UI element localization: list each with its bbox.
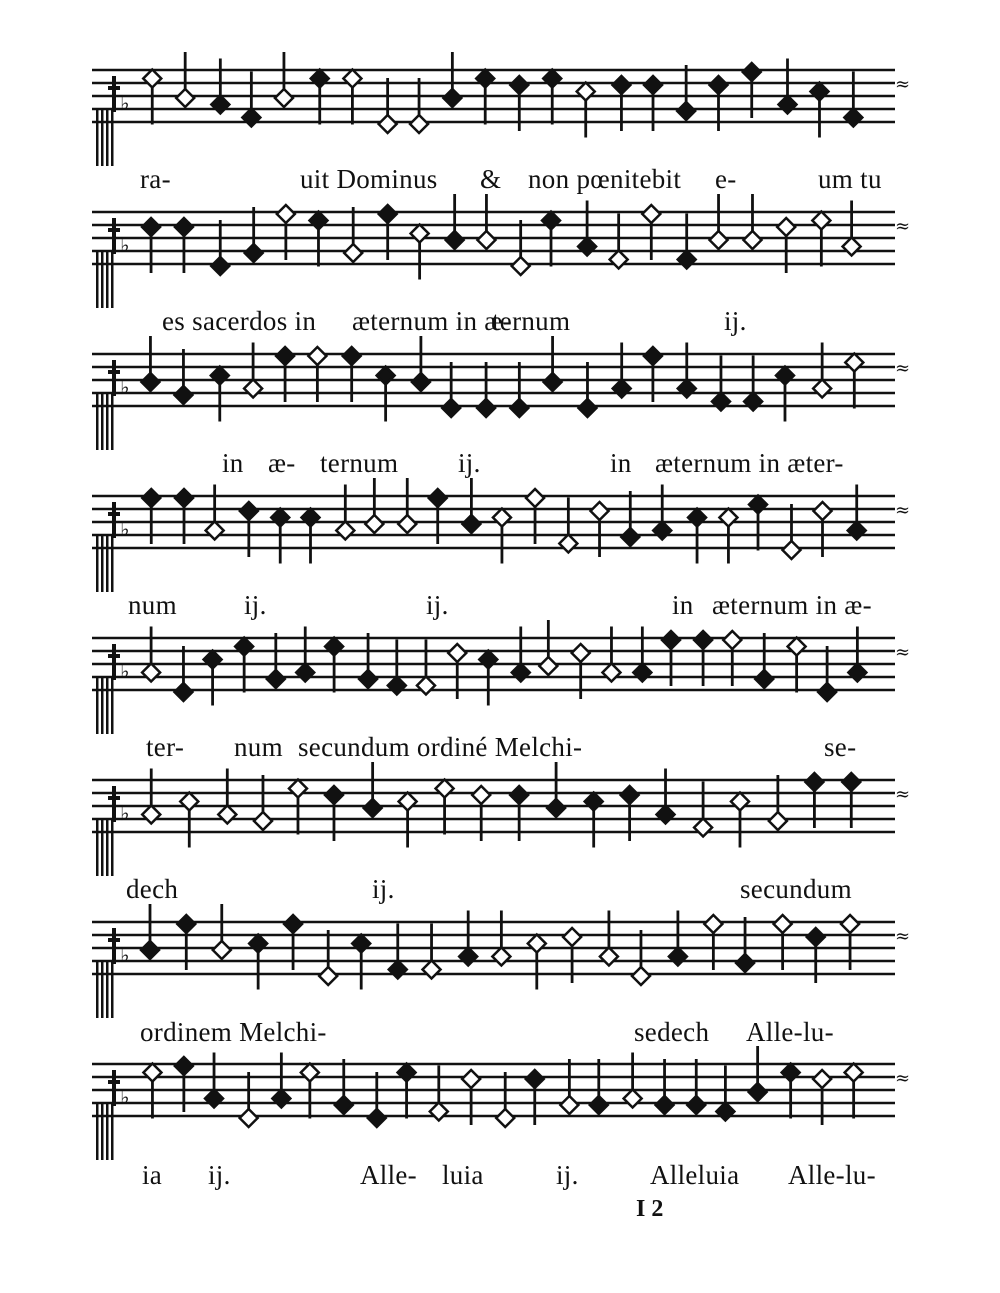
minim-note-icon <box>398 515 416 533</box>
c-clef-icon <box>108 796 120 800</box>
semiminim-note-icon <box>175 489 193 507</box>
semiminim-note-icon <box>662 631 680 649</box>
minim-note-icon <box>462 1070 480 1088</box>
semiminim-note-icon <box>657 806 675 824</box>
semiminim-note-icon <box>379 205 397 223</box>
semiminim-note-icon <box>175 1057 193 1075</box>
staff-ornament <box>101 1104 104 1160</box>
lyric-syllable: secundum ordiné Melchi- <box>298 732 583 762</box>
minim-note-icon <box>213 941 231 959</box>
minim-note-icon <box>399 793 417 811</box>
semiminim-note-icon <box>844 109 862 127</box>
minim-note-icon <box>343 70 361 88</box>
minim-note-icon <box>841 915 859 933</box>
semiminim-note-icon <box>578 238 596 256</box>
semiminim-note-icon <box>842 773 860 791</box>
lyric-line-6 <box>0 874 1000 908</box>
minim-note-icon <box>602 664 620 682</box>
semiminim-note-icon <box>755 670 773 688</box>
lyric-syllable: ia <box>142 1160 163 1190</box>
semiminim-note-icon <box>510 399 528 417</box>
semiminim-note-icon <box>590 1096 608 1114</box>
staff-ornament <box>101 252 104 308</box>
semiminim-note-icon <box>398 1064 416 1082</box>
lyric-syllable: luia <box>442 1160 484 1190</box>
minim-note-icon <box>743 231 761 249</box>
staff-ornament <box>106 962 109 1018</box>
semiminim-note-icon <box>211 367 229 385</box>
minim-note-icon <box>572 644 590 662</box>
c-clef-icon <box>112 644 116 680</box>
semiminim-note-icon <box>749 496 767 514</box>
c-clef-icon <box>112 76 116 112</box>
lyric-syllable: in <box>610 448 632 478</box>
flat-sign-icon: ♭ <box>120 233 130 257</box>
minim-note-icon <box>788 638 806 656</box>
signature-mark: I 2 <box>636 1196 664 1222</box>
semiminim-note-icon <box>359 670 377 688</box>
minim-note-icon <box>528 935 546 953</box>
lyric-syllable: in <box>672 590 694 620</box>
flat-sign-icon: ♭ <box>120 517 130 541</box>
semiminim-note-icon <box>240 502 258 520</box>
semiminim-note-icon <box>389 961 407 979</box>
c-clef-icon <box>112 786 116 822</box>
semiminim-note-icon <box>678 380 696 398</box>
semiminim-note-icon <box>142 489 160 507</box>
lyric-syllable: æternum in æ- <box>352 306 512 336</box>
minim-note-icon <box>244 380 262 398</box>
c-clef-icon <box>108 1080 120 1084</box>
semiminim-note-icon <box>709 76 727 94</box>
minim-note-icon <box>277 205 295 223</box>
minim-note-icon <box>143 1064 161 1082</box>
semiminim-note-icon <box>276 347 294 365</box>
staff-ornament <box>101 962 104 1018</box>
lyric-syllable: Alle-lu- <box>788 1160 876 1190</box>
lyric-syllable: ij. <box>244 590 267 620</box>
c-clef-icon <box>108 86 120 90</box>
minim-note-icon <box>563 928 581 946</box>
lyric-syllable: & <box>480 164 502 194</box>
staff-ornament <box>96 536 99 592</box>
minim-note-icon <box>610 251 628 269</box>
semiminim-note-icon <box>249 935 267 953</box>
semiminim-note-icon <box>211 96 229 114</box>
semiminim-note-icon <box>743 63 761 81</box>
minim-note-icon <box>642 205 660 223</box>
staff-ornament <box>111 1104 114 1160</box>
semiminim-note-icon <box>311 70 329 88</box>
semiminim-note-icon <box>271 509 289 527</box>
semiminim-note-icon <box>678 251 696 269</box>
semiminim-note-icon <box>245 244 263 262</box>
semiminim-note-icon <box>612 76 630 94</box>
semiminim-note-icon <box>412 373 430 391</box>
lyric-syllable: ordinem Melchi- <box>140 1017 327 1047</box>
lyric-syllable: Alleluia <box>650 1160 740 1190</box>
minim-note-icon <box>423 961 441 979</box>
semiminim-note-icon <box>782 1064 800 1082</box>
staff-ornament <box>111 820 114 876</box>
minim-note-icon <box>206 522 224 540</box>
c-clef-icon <box>108 654 120 658</box>
custos-icon: ≈ <box>895 642 911 663</box>
minim-note-icon <box>577 83 595 101</box>
flat-sign-icon: ♭ <box>120 659 130 683</box>
c-clef-icon <box>108 228 120 232</box>
minim-note-icon <box>704 915 722 933</box>
c-clef-icon <box>112 218 116 254</box>
semiminim-note-icon <box>542 212 560 230</box>
staff-ornament <box>111 678 114 734</box>
lyric-syllable: æternum in æter- <box>655 448 844 478</box>
minim-note-icon <box>493 509 511 527</box>
c-clef-icon <box>108 512 120 516</box>
c-clef-icon <box>112 502 116 538</box>
minim-note-icon <box>176 89 194 107</box>
semiminim-note-icon <box>211 257 229 275</box>
minim-note-icon <box>240 1109 258 1127</box>
semiminim-note-icon <box>242 109 260 127</box>
minim-note-icon <box>275 89 293 107</box>
staff-ornament <box>111 536 114 592</box>
semiminim-note-icon <box>479 651 497 669</box>
minim-note-icon <box>365 515 383 533</box>
lyric-line-7 <box>0 1017 1000 1051</box>
lyric-syllable: sedech <box>634 1017 710 1047</box>
semiminim-note-icon <box>805 773 823 791</box>
staff-ornament <box>111 394 114 450</box>
minim-note-icon <box>436 780 454 798</box>
minim-note-icon <box>477 231 495 249</box>
minim-note-icon <box>417 677 435 695</box>
semiminim-note-icon <box>443 89 461 107</box>
minim-note-icon <box>344 244 362 262</box>
staff-ornament <box>96 252 99 308</box>
semiminim-note-icon <box>352 935 370 953</box>
semiminim-note-icon <box>301 509 319 527</box>
minim-note-icon <box>472 786 490 804</box>
semiminim-note-icon <box>543 70 561 88</box>
minim-note-icon <box>410 115 428 133</box>
minim-note-icon <box>600 948 618 966</box>
semiminim-note-icon <box>368 1109 386 1127</box>
semiminim-note-icon <box>807 928 825 946</box>
semiminim-note-icon <box>429 489 447 507</box>
staff-ornament <box>101 678 104 734</box>
lyric-syllable: secundum <box>740 874 852 904</box>
semiminim-note-icon <box>343 347 361 365</box>
flat-sign-icon: ♭ <box>120 1085 130 1109</box>
lyric-syllable: ij. <box>724 306 747 336</box>
custos-icon: ≈ <box>895 74 911 95</box>
staff-ornament <box>106 678 109 734</box>
lyric-syllable: ij. <box>372 874 395 904</box>
minim-note-icon <box>559 535 577 553</box>
staff-ornament <box>96 110 99 166</box>
minim-note-icon <box>710 231 728 249</box>
minim-note-icon <box>843 238 861 256</box>
c-clef-icon <box>108 370 120 374</box>
minim-note-icon <box>143 70 161 88</box>
minim-note-icon <box>813 380 831 398</box>
minim-note-icon <box>591 502 609 520</box>
semiminim-note-icon <box>712 393 730 411</box>
semiminim-note-icon <box>644 347 662 365</box>
lyric-syllable: ternum <box>320 448 399 478</box>
minim-note-icon <box>632 967 650 985</box>
custos-icon: ≈ <box>895 358 911 379</box>
staff-ornament <box>106 394 109 450</box>
semiminim-note-icon <box>818 683 836 701</box>
minim-note-icon <box>218 806 236 824</box>
semiminim-note-icon <box>510 786 528 804</box>
minim-note-icon <box>379 115 397 133</box>
lyric-syllable: dech <box>126 874 179 904</box>
custos-icon: ≈ <box>895 216 911 237</box>
custos-icon: ≈ <box>895 784 911 805</box>
staff-ornament <box>96 962 99 1018</box>
semiminim-note-icon <box>653 522 671 540</box>
lyric-syllable: uit Dominus <box>300 164 438 194</box>
semiminim-note-icon <box>526 1070 544 1088</box>
custos-icon: ≈ <box>895 500 911 521</box>
custos-icon: ≈ <box>895 926 911 947</box>
semiminim-note-icon <box>716 1103 734 1121</box>
lyric-syllable: ter- <box>146 732 185 762</box>
semiminim-note-icon <box>235 638 253 656</box>
lyric-syllable: non pœnitebit <box>528 164 682 194</box>
semiminim-note-icon <box>688 509 706 527</box>
minim-note-icon <box>142 806 160 824</box>
lyric-syllable: ra- <box>140 164 171 194</box>
semiminim-note-icon <box>633 664 651 682</box>
lyric-syllable: num <box>128 590 177 620</box>
flat-sign-icon: ♭ <box>120 801 130 825</box>
semiminim-note-icon <box>744 393 762 411</box>
semiminim-note-icon <box>442 399 460 417</box>
minim-note-icon <box>254 812 272 830</box>
semiminim-note-icon <box>544 373 562 391</box>
minim-note-icon <box>289 780 307 798</box>
semiminim-note-icon <box>613 380 631 398</box>
minim-note-icon <box>845 354 863 372</box>
flat-sign-icon: ♭ <box>120 375 130 399</box>
semiminim-note-icon <box>272 1090 290 1108</box>
semiminim-note-icon <box>736 954 754 972</box>
lyric-syllable: in <box>222 448 244 478</box>
minim-note-icon <box>782 541 800 559</box>
semiminim-note-icon <box>848 664 866 682</box>
semiminim-note-icon <box>585 793 603 811</box>
lyric-line-4 <box>0 590 1000 624</box>
semiminim-note-icon <box>669 948 687 966</box>
c-clef-icon <box>112 1070 116 1106</box>
semiminim-note-icon <box>309 212 327 230</box>
semiminim-note-icon <box>284 915 302 933</box>
lyric-syllable: ij. <box>556 1160 579 1190</box>
semiminim-note-icon <box>694 631 712 649</box>
semiminim-note-icon <box>644 76 662 94</box>
minim-note-icon <box>512 257 530 275</box>
semiminim-note-icon <box>476 70 494 88</box>
staff-ornament <box>106 1104 109 1160</box>
staff-ornament <box>106 820 109 876</box>
semiminim-note-icon <box>141 373 159 391</box>
semiminim-note-icon <box>335 1096 353 1114</box>
minim-note-icon <box>301 1064 319 1082</box>
lyric-line-2 <box>0 306 1000 340</box>
minim-note-icon <box>813 502 831 520</box>
semiminim-note-icon <box>578 399 596 417</box>
staff-ornament <box>106 252 109 308</box>
minim-note-icon <box>694 819 712 837</box>
staff-ornament <box>101 820 104 876</box>
staff-ornament <box>96 820 99 876</box>
semiminim-note-icon <box>204 651 222 669</box>
minim-note-icon <box>308 347 326 365</box>
staff-ornament <box>106 110 109 166</box>
lyric-syllable: ij. <box>458 448 481 478</box>
lyric-syllable: um tu <box>818 164 882 194</box>
lyric-line-3 <box>0 448 1000 482</box>
minim-note-icon <box>492 948 510 966</box>
semiminim-note-icon <box>848 522 866 540</box>
minim-note-icon <box>142 664 160 682</box>
semiminim-note-icon <box>749 1083 767 1101</box>
staff-ornament <box>106 536 109 592</box>
lyric-syllable: æ- <box>268 448 296 478</box>
semiminim-note-icon <box>325 786 343 804</box>
semiminim-note-icon <box>477 399 495 417</box>
lyric-line-5 <box>0 732 1000 766</box>
minim-note-icon <box>180 793 198 811</box>
semiminim-note-icon <box>547 799 565 817</box>
c-clef-icon <box>108 938 120 942</box>
lyric-line-1 <box>0 164 1000 198</box>
lyric-syllable: Alle- <box>360 1160 417 1190</box>
semiminim-note-icon <box>621 786 639 804</box>
minim-note-icon <box>560 1096 578 1114</box>
minim-note-icon <box>719 509 737 527</box>
semiminim-note-icon <box>142 218 160 236</box>
minim-note-icon <box>812 212 830 230</box>
semiminim-note-icon <box>175 218 193 236</box>
semiminim-note-icon <box>459 948 477 966</box>
semiminim-note-icon <box>446 231 464 249</box>
semiminim-note-icon <box>510 76 528 94</box>
staff-ornament <box>111 962 114 1018</box>
semiminim-note-icon <box>325 638 343 656</box>
minim-note-icon <box>539 657 557 675</box>
minim-note-icon <box>411 225 429 243</box>
minim-note-icon <box>769 812 787 830</box>
lyric-syllable: ternum <box>492 306 571 336</box>
semiminim-note-icon <box>656 1096 674 1114</box>
lyric-syllable: es sacerdos in <box>162 306 317 336</box>
minim-note-icon <box>448 644 466 662</box>
flat-sign-icon: ♭ <box>120 943 130 967</box>
semiminim-note-icon <box>377 367 395 385</box>
staff-ornament <box>111 252 114 308</box>
lyric-syllable: ij. <box>426 590 449 620</box>
minim-note-icon <box>430 1103 448 1121</box>
semiminim-note-icon <box>205 1090 223 1108</box>
staff-ornament <box>111 110 114 166</box>
semiminim-note-icon <box>177 915 195 933</box>
semiminim-note-icon <box>174 683 192 701</box>
semiminim-note-icon <box>364 799 382 817</box>
semiminim-note-icon <box>810 83 828 101</box>
semiminim-note-icon <box>388 677 406 695</box>
semiminim-note-icon <box>677 102 695 120</box>
minim-note-icon <box>813 1070 831 1088</box>
semiminim-note-icon <box>621 528 639 546</box>
lyric-syllable: Alle-lu- <box>746 1017 834 1047</box>
minim-note-icon <box>777 218 795 236</box>
custos-icon: ≈ <box>895 1068 911 1089</box>
minim-note-icon <box>319 967 337 985</box>
c-clef-icon <box>112 360 116 396</box>
semiminim-note-icon <box>174 386 192 404</box>
staff-ornament <box>96 678 99 734</box>
staff-ornament <box>96 1104 99 1160</box>
semiminim-note-icon <box>687 1096 705 1114</box>
minim-note-icon <box>526 489 544 507</box>
semiminim-note-icon <box>141 941 159 959</box>
semiminim-note-icon <box>778 96 796 114</box>
staff-ornament <box>101 536 104 592</box>
flat-sign-icon: ♭ <box>120 91 130 115</box>
minim-note-icon <box>845 1064 863 1082</box>
lyric-syllable: e- <box>715 164 737 194</box>
lyric-line-8 <box>0 1160 1000 1194</box>
minim-note-icon <box>624 1090 642 1108</box>
semiminim-note-icon <box>296 664 314 682</box>
staff-ornament <box>96 394 99 450</box>
minim-note-icon <box>336 522 354 540</box>
minim-note-icon <box>774 915 792 933</box>
lyric-syllable: num <box>234 732 283 762</box>
semiminim-note-icon <box>267 670 285 688</box>
semiminim-note-icon <box>776 367 794 385</box>
minim-note-icon <box>496 1109 514 1127</box>
minim-note-icon <box>731 793 749 811</box>
lyric-syllable: se- <box>824 732 857 762</box>
lyric-syllable: æternum in æ- <box>712 590 872 620</box>
semiminim-note-icon <box>512 664 530 682</box>
minim-note-icon <box>723 631 741 649</box>
lyric-syllable: ij. <box>208 1160 231 1190</box>
semiminim-note-icon <box>462 515 480 533</box>
staff-ornament <box>101 394 104 450</box>
staff-ornament <box>101 110 104 166</box>
c-clef-icon <box>112 928 116 964</box>
